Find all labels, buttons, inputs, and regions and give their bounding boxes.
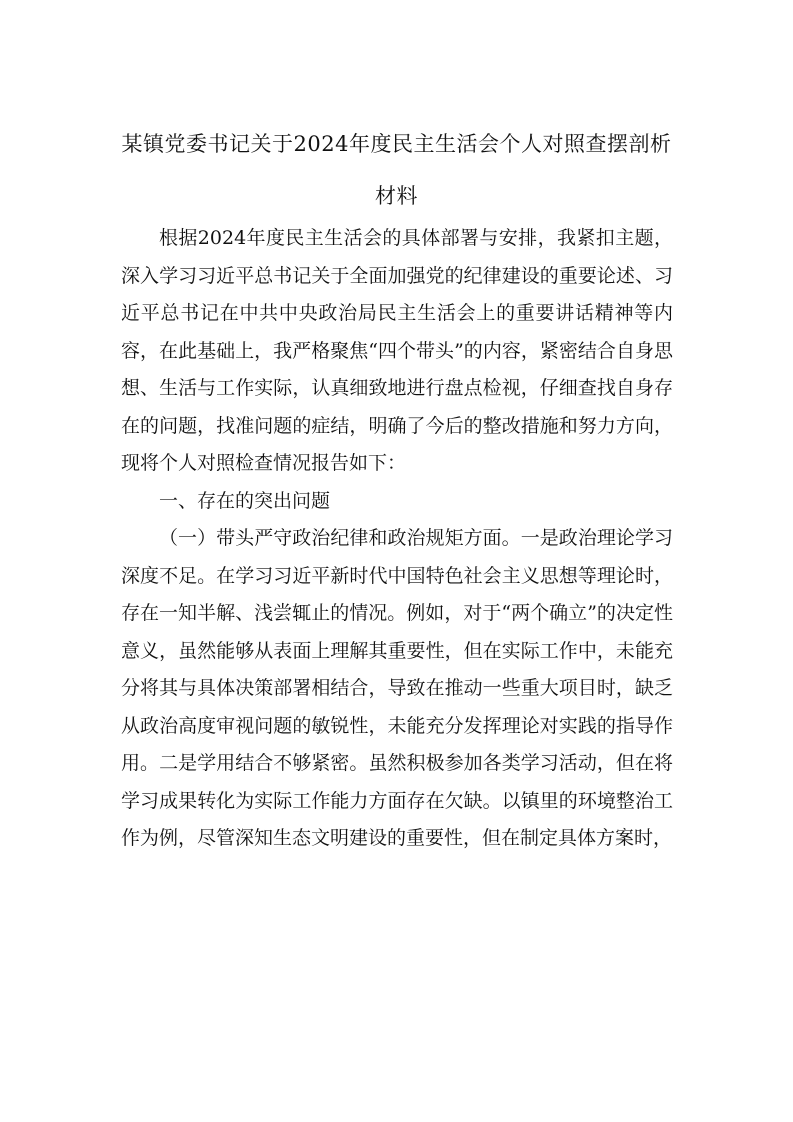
document-body [121,220,673,858]
intro-paragraph: 根据2024年度民主生活会的具体部署与安排，我紧扣主题，深入学习习近平总书记关于全面加强党的纪律建设的重要论述、习近平总书记在中共中央政治局民主生活会上的重要讲话精神等内容，在此基础上，我严格聚焦“四个带头”的内容，紧密结合自身思想、生活与工作实际，认真细致地进行盘点检视，仔细查找自身存在的问题，找准问题的症结，明确了今后的整改措施和努力方向，现将个人对照检查情况报告如下： [121,227,673,474]
document-title: 某镇党委书记关于2024年度民主生活会个人对照查摆剖析 [121,132,672,156]
section-paragraph: （一）带头严守政治纪律和政治规矩方面。一是政治理论学习深度不足。在学习习近平新时代中国特色社会主义思想等理论时，存在一知半解、浅尝辄止的情况。例如，对于“两个确立”的决定性意义，虽然能够从表面上理解其重要性，但在实际工作中，未能充分将其与具体决策部署相结合，导致在推动一些重大项目时，缺乏从政治高度审视问题的敏锐性，未能充分发挥理论对实践的指导作用。二是学用结合不够紧密。虽然积极参加各类学习活动，但在将学习成果转化为实际工作能力方面存在欠缺。以镇里的环境整治工作为例，尽管深知生态文明建设的重要性，但在制定具体方案时， [121,527,673,849]
document-title-continued: 材料 [375,184,418,208]
section-heading: 一、存在的突出问题 [159,489,331,512]
